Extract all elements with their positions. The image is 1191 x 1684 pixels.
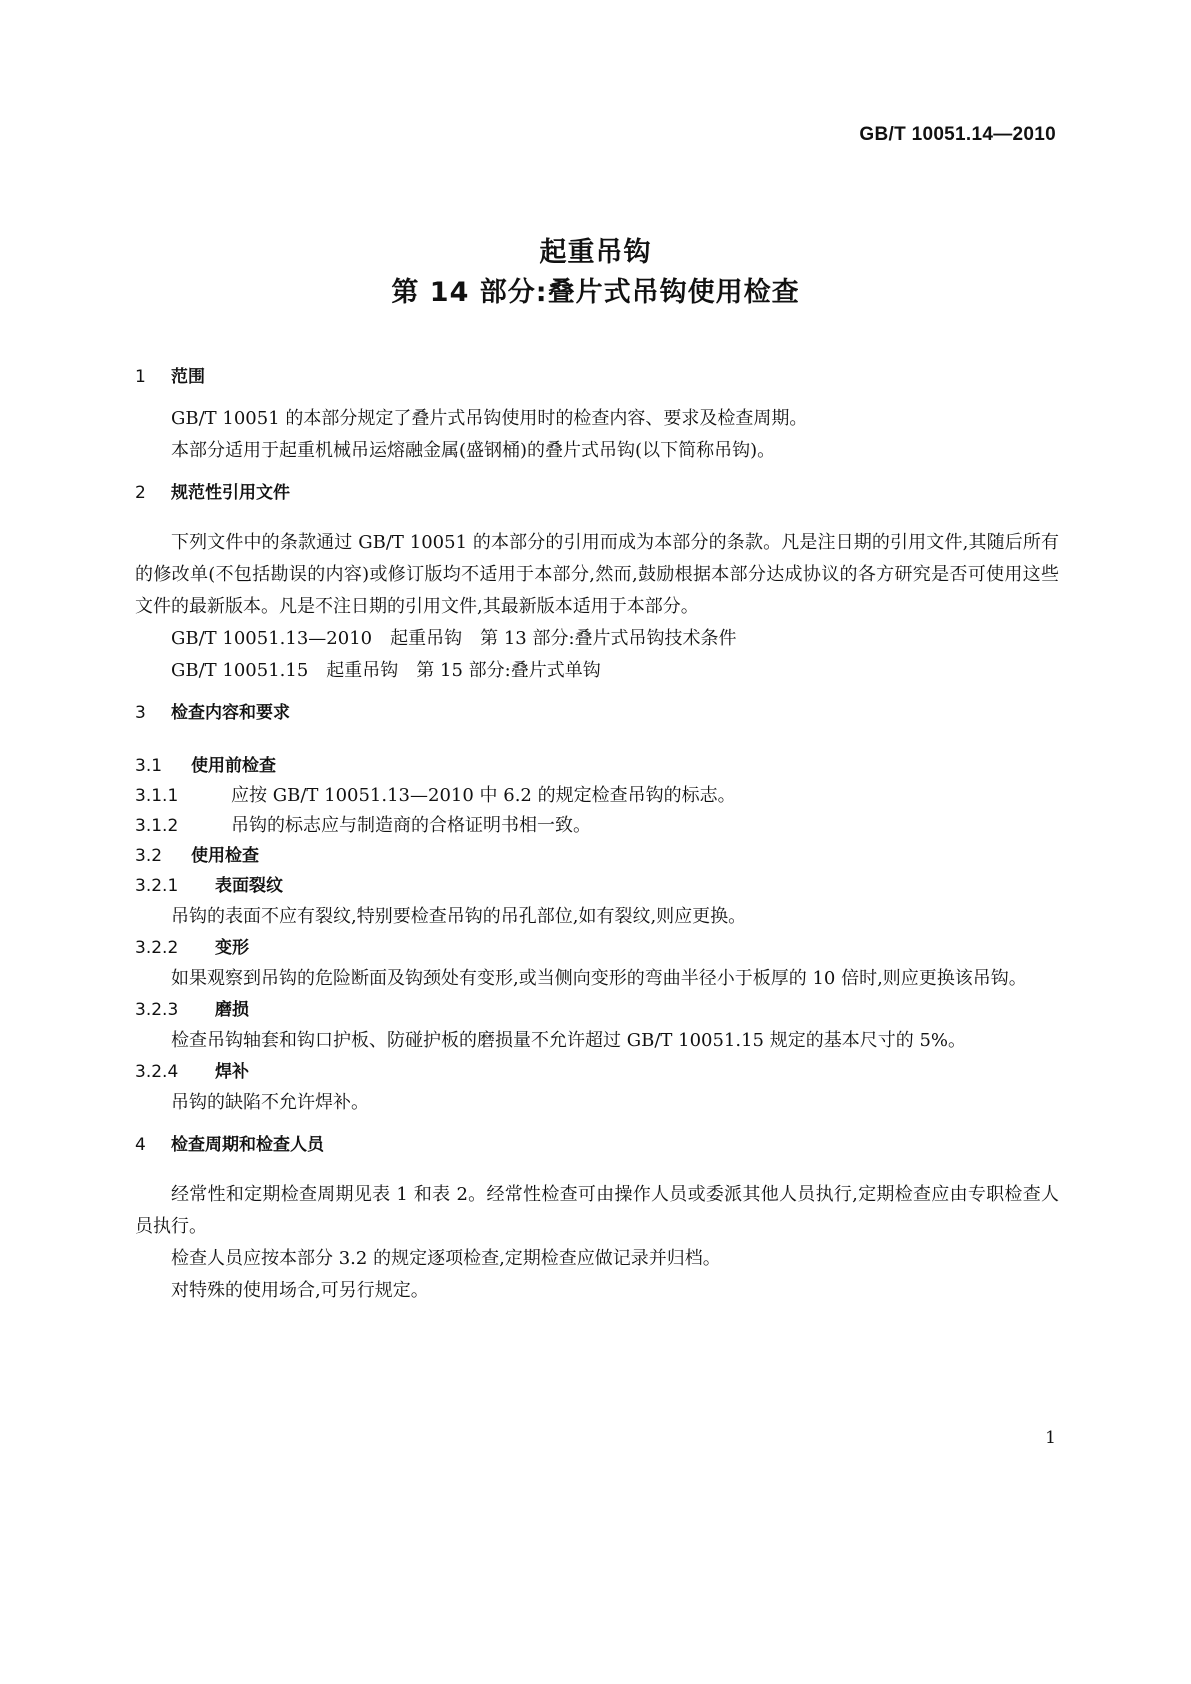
section-4-heading	[135, 1133, 1059, 1157]
paragraph: 检查人员应按本部分 3.2 的规定逐项检查,定期检查应做记录并归档。	[171, 1248, 721, 1269]
paragraph: 如果观察到吊钩的危险断面及钩颈处有变形,或当侧向变形的弯曲半径小于板厚的 10 倍时,则应更换该吊钩。	[171, 968, 1027, 989]
section-title: 范围	[171, 367, 205, 387]
subsection-3-1-heading	[135, 751, 1059, 781]
reference-item: GB/T 10051.13—2010 起重吊钩 第 13 部分:叠片式吊钩技术条件	[171, 628, 737, 649]
subsection-number: 3.1	[135, 756, 163, 776]
reference-item: GB/T 10051.15 起重吊钩 第 15 部分:叠片式单钩	[171, 660, 601, 681]
subsection-title: 使用检查	[191, 846, 259, 866]
clause-3-1-2	[135, 811, 1059, 841]
clause-title: 焊补	[215, 1062, 249, 1082]
subsection-number: 3.2	[135, 846, 163, 866]
document-subtitle: 第 14 部分:叠片式吊钩使用检查	[391, 277, 800, 308]
clause-number: 3.2.4	[135, 1062, 179, 1082]
paragraph: 对特殊的使用场合,可另行规定。	[171, 1280, 429, 1301]
section-2-heading	[135, 481, 1059, 505]
paragraph: 吊钩的缺陷不允许焊补。	[171, 1092, 369, 1113]
clause-text: 吊钩的标志应与制造商的合格证明书相一致。	[231, 815, 591, 836]
section-title: 检查周期和检查人员	[171, 1135, 324, 1155]
paragraph: 本部分适用于起重机械吊运熔融金属(盛钢桶)的叠片式吊钩(以下简称吊钩)。	[171, 440, 776, 461]
clause-number: 3.2.3	[135, 1000, 179, 1020]
clause-3-2-1-heading	[135, 871, 1059, 901]
section-title: 检查内容和要求	[171, 703, 290, 723]
section-3-heading	[135, 701, 1059, 725]
clause-title: 磨损	[215, 1000, 249, 1020]
clause-number: 3.1.1	[135, 786, 179, 806]
section-1-heading	[135, 365, 1059, 389]
clause-3-2-2-heading	[135, 933, 1059, 963]
section-number: 1	[135, 367, 146, 387]
paragraph: 下列文件中的条款通过 GB/T 10051 的本部分的引用而成为本部分的条款。凡是注日期的引用文件,其随后所有的修改单(不包括勘误的内容)或修订版均不适用于本部分,然而,鼓励根据本部分达成协议的各方研究是否可使用这些文件的最新版本。凡是不注日期的引用文件,其最新版本适用于本部分。	[135, 532, 1059, 617]
clause-3-2-4-heading	[135, 1057, 1059, 1087]
clause-3-2-3-heading	[135, 995, 1059, 1025]
subsection-title: 使用前检查	[191, 756, 276, 776]
clause-3-1-1	[135, 781, 1059, 811]
section-number: 2	[135, 483, 146, 503]
clause-title: 变形	[215, 938, 249, 958]
clause-number: 3.1.2	[135, 816, 179, 836]
subsection-3-2-heading	[135, 841, 1059, 871]
paragraph: GB/T 10051 的本部分规定了叠片式吊钩使用时的检查内容、要求及检查周期。	[171, 408, 808, 429]
document-title: 起重吊钩	[539, 237, 652, 268]
standard-number: GB/T 10051.14—2010	[859, 124, 1056, 145]
section-title: 规范性引用文件	[171, 483, 290, 503]
clause-number: 3.2.1	[135, 876, 179, 896]
section-number: 3	[135, 703, 146, 723]
clause-number: 3.2.2	[135, 938, 179, 958]
paragraph: 经常性和定期检查周期见表 1 和表 2。经常性检查可由操作人员或委派其他人员执行,定期检查应由专职检查人员执行。	[135, 1184, 1059, 1237]
page-number: 1	[1045, 1428, 1056, 1448]
clause-title: 表面裂纹	[215, 876, 283, 896]
section-number: 4	[135, 1135, 146, 1155]
paragraph: 检查吊钩轴套和钩口护板、防碰护板的磨损量不允许超过 GB/T 10051.15 规定的基本尺寸的 5%。	[171, 1030, 967, 1051]
document-body	[135, 365, 1059, 1307]
clause-text: 应按 GB/T 10051.13—2010 中 6.2 的规定检查吊钩的标志。	[231, 785, 736, 806]
paragraph: 吊钩的表面不应有裂纹,特别要检查吊钩的吊孔部位,如有裂纹,则应更换。	[171, 906, 747, 927]
